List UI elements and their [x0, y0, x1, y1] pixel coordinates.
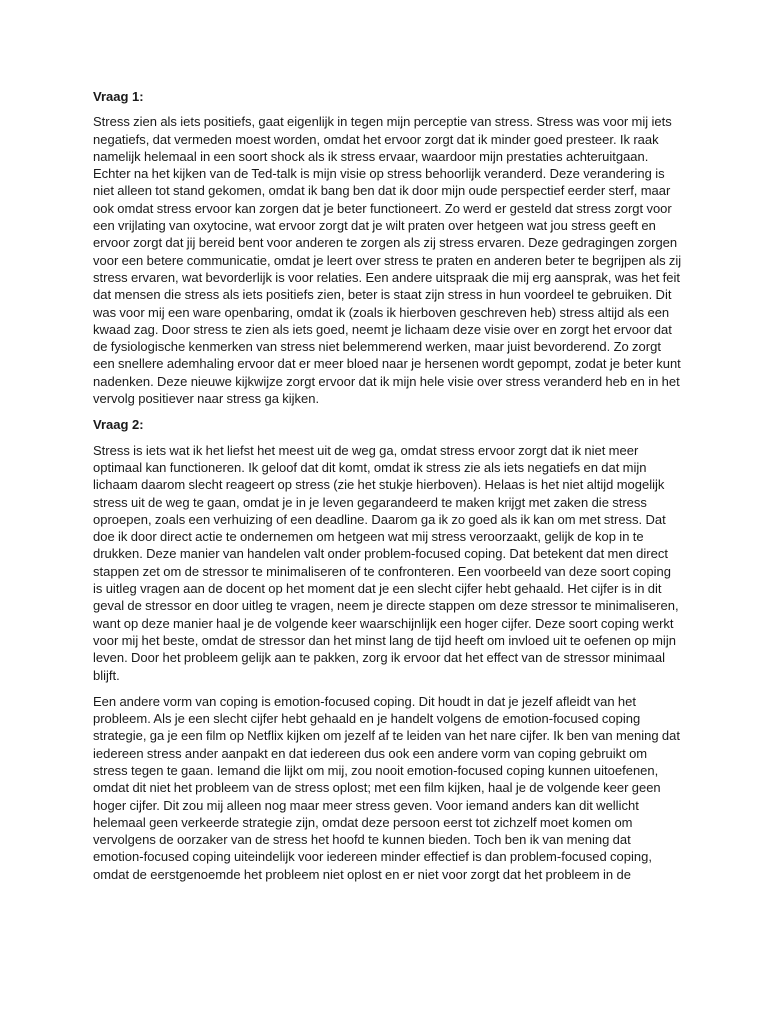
question-1-heading: Vraag 1: — [93, 89, 144, 104]
question-2-answer-paragraph-2: Een andere vorm van coping is emotion-focused coping. Dit houdt in dat je jezelf afleidt van het probleem. Als je een slecht cijfer hebt gehaald en je handelt volgens de emotion-focused coping strategie, ga je een film op Netflix kijken om jezelf af te leiden van het nare cijfer. Ik ben van mening dat iedereen stress ander aanpakt en dat iedereen dus ook een andere vorm van coping gebruikt om stress tegen te gaan. Iemand die lijkt om mij, zou nooit emotion-focused coping kunnen uitoefenen, omdat dit niet het probleem van de stress oplost; met een film kijken, haal je de volgende keer geen hoger cijfer. Dit zou mij alleen nog maar meer stress geven. Voor iemand anders kan dit wellicht helemaal geen verkeerde strategie zijn, omdat deze persoon eerst tot zichzelf moet komen om vervolgens de oorzaker van de stress het hoofd te kunnen bieden. Toch ben ik van mening dat emotion-focused coping uiteindelijk voor iedereen minder effectief is dan problem-focused coping, omdat de eerstgenoemde het probleem niet oplost en er niet voor zorgt dat het probleem in de — [93, 693, 680, 882]
question-2-heading: Vraag 2: — [93, 417, 144, 433]
question-1-answer: Stress zien als iets positiefs, gaat eigenlijk in tegen mijn perceptie van stress. Stress was voor mij iets negatiefs, dat vermeden moest worden, omdat het ervoor zorgt dat ik minder goed presteer. Ik raak namelijk helemaal in een soort shock als ik stress ervaar, waardoor mijn prestaties achteruitgaan. Echter na het kijken van de Ted-talk is mijn visie op stress behoorlijk veranderd. Deze verandering is niet alleen tot stand gekomen, omdat ik bang ben dat ik door mijn oude perspectief eerder sterf, maar ook omdat stress ervoor kan zorgen dat je beter functioneert. Zo werd er gesteld dat stress zorgt voor een vrijlating van oxytocine, wat ervoor zorgt dat je wilt praten over hetgeen wat jou stress geeft en ervoor zorgt dat jij bereid bent voor anderen te zorgen als zij stress ervaren. Deze gedragingen zorgen voor een betere communicatie, omdat je leert over stress te praten en anderen beter te begrijpen als zij stress ervaren, wat bevorderlijk is voor relaties. Een andere uitspraak die mij erg aansprak, was het feit dat mensen die stress als iets positiefs zien, beter is staat zijn stress in hun voordeel te gebruiken. Dit was voor mij een ware openbaring, omdat ik (zoals ik hierboven geschreven heb) stress altijd als een kwaad zag. Door stress te zien als iets goed, neemt je lichaam deze visie over en zorgt het ervoor dat de fysiologische kenmerken van stress niet belemmerend werken, maar juist bevorderend. Zo zorgt een snellere ademhaling ervoor dat er meer bloed naar je hersenen wordt gepompt, zodat je beter kunt nadenken. Deze nieuwe kijkwijze zorgt ervoor dat ik mijn hele visie over stress veranderd heb en in het vervolg positiever naar stress ga kijken. — [93, 114, 682, 407]
question-2-answer-paragraph-1: Stress is iets wat ik het liefst het meest uit de weg ga, omdat stress ervoor zorgt dat ik niet meer optimaal kan functioneren. Ik geloof dat dit komt, omdat ik stress zie als iets negatiefs en dat mijn lichaam daarom slecht reageert op stress (zie het stukje hierboven). Helaas is het niet altijd mogelijk stress uit de weg te gaan, omdat je in je leven gegarandeerd te maken krijgt met zaken die stress oproepen, zoals een verhuizing of een deadline. Daarom ga ik zo goed als ik kan om met stress. Dat doe ik door direct actie te ondernemen om hetgeen wat mij stress veroorzaakt, gelijk de kop in te drukken. Deze manier van handelen valt onder problem-focused coping. Dat betekent dat men direct stappen zet om de stressor te minimaliseren of te confronteren. Een voorbeeld van deze soort coping is uitleg vragen aan de docent op het moment dat je een slecht cijfer hebt gehaald. Het cijfer is in dit geval de stressor en door uitleg te vragen, neem je directe stappen om deze stressor te minimaliseren, want op deze manier haal je de volgende keer waarschijnlijk een hoger cijfer. Deze soort coping werkt voor mij het beste, omdat de stressor dan het minst lang de tijd heeft om invloed uit te oefenen op mijn leven. Door het probleem gelijk aan te pakken, zorg ik ervoor dat het effect van de stressor minimaal blijft. — [93, 442, 679, 683]
document-page — [93, 88, 683, 892]
